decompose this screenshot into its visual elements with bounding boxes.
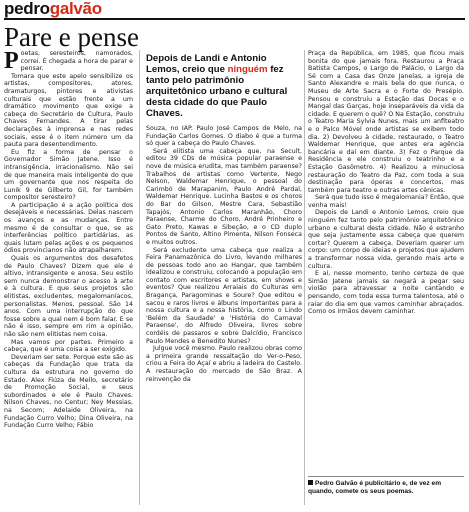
pull-quote <box>146 53 302 119</box>
bio-rule <box>308 476 464 477</box>
paragraph: Eu fiz a forma de pensar o Governador Simão Jatene. Isso é intransigência, irracionalismo. Não sei de que maneira mais inteligente do que um governante que nos respeita do Lunik 9 de Gilberto Gil, for também compositor seresteiro? <box>4 148 133 202</box>
paragraph: Será que tudo isso é megalomania? Então, que venha mais! <box>308 194 464 209</box>
author-first-name: pedro <box>4 0 50 18</box>
paragraph: Quais os argumentos dos desafetos de Paulo Chaves? Dizem que ele é altivo, intransigente e anosa. Seu estilo sem nunca demonstrar o acesso à arte e à cultura. E que seus projetos são elitistas, excludentes, megalomaníacos, personalistas. Menos, pessoal. São 14 anos. Com uma interrupção do que fosse sobre a qual nem é bom falar. E se não é isso, sempre em rim a opinião, não são nem elitistas nem coisa. <box>4 255 133 338</box>
pull-quote-highlight: ninguém <box>227 64 268 75</box>
pull-quote-text: Depois de Landi e Antonio Lemos, creio que <box>146 53 267 75</box>
column-1-paragraphs <box>4 50 133 430</box>
paragraph: Depois de Landi e Antonio Lemos, creio que ninguém fez tanto pelo patrimônio arquitetônico urbano e cultural desta cidade. Não é estranho que seja justamente essa cabeça que querem cortar? Querem a cabeça. Deveriam querer um corpo: um corpo de ideias e projetos que ajudem a transformar nossa vida, gerando mais arte e cultura. <box>308 209 464 270</box>
pull-quote-text: fez tanto pelo patrimônio arquitetônico urbano e cultural desta cidade do que Paulo Chaves. <box>146 64 288 119</box>
paragraph: oetas, seresteiros, namorados, correi. É chegada a hora de parar e pensar. <box>20 50 133 73</box>
paragraph: Tomara que este apelo sensibilize os artistas, compositores, atores, dramaturgos, pintores e ativistas culturais que estão frente a um dramático movimento que exige a cabeça do Secretário de Cultura, Paulo Chaves Fernandes. A tirar pelas declarações à imprensa e nas redes sociais, esse é o item número um da pauta para desentendimento. <box>4 72 133 149</box>
paragraph: Souza, no IAP. Paulo José Campos de Melo, na Fundação Carlos Gomes. O diabo é que a turma só quer a cabeça do Paulo Chaves. <box>146 125 302 148</box>
paragraph: Deveriam ser sete. Porque este são as cabeças da Fundação que trata da cultura da estrutura no governo do Estado. Alex Fiúza de Mello, secretário de Promoção Social, e seus subordinados e ele é Paulo Chaves. Nilson Chaves, no Centur; Ney Messias, na Secom; Adelaide Oliveira, na Fundação Curro Velho; Dina Oliveira, na Fundação Curro Velho; Fábio <box>4 353 133 430</box>
drop-cap: P <box>4 48 19 74</box>
article-column-3 <box>308 50 464 316</box>
author-last-name: galvão <box>49 0 102 18</box>
paragraph: Julgue você mesmo. Paulo realizou obras como a primeira grande ressaltação do Ver-o-Peso, criou a Feira do Açaí e abriu a ladeira do Castelo. A restauração do mercado de São Braz. A reinvenção da <box>146 345 302 383</box>
paragraph: Será excludente uma cabeça que realiza a Feira Panamazônica do Livro, levando milhares de pessoas todo ano ao Hangar, que também idealizou e construiu, colocando a população em contato com escritores e artistas, em shows e eventos? Que realizou Arraiais do Culturas em Bragança, Paragominas e Soure? Que editou e sacou e raros livros e álbuns importantes para a nossa cultura e a nossa história, como o Lindo 'Belém da Saudade' e 'História do Carnaval Paraense', do Alfredo Oliveira, livros sobre cordéis de passaros e sobre Dalcídio, Francisco Paulo Mendes e Benedito Nunes? <box>146 246 302 345</box>
author-bio <box>308 480 464 496</box>
paragraph: Praça da República, em 1985, que ficou mais bonita do que jamais fora. Restaurou a Praça Batista Campos, o Largo de Palácio, o Largo da Sé com a Casa das Onze Janelas, a igreja de Santo Alexandre e mais bela do que nunca, o Museu de Arte Sacra e o Forte do Presépio. Pensou e construiu a Estação das Docas e o Mangal das Garças, hoje inseparáveis da vida da cidade. E querem o quê? O Na Estação, construiu o Teatro Maria Sylvia Nunes, mais um anfiteatro e o Palco Móvel onde artistas se exibem todo dia. 2) Devolveu à cidade, restaurado, o Teatro Waldemar Henrique, que antes era agência bancária e daí em diante. 3) Fez o Parque da Residência e ele construiu o teatrinho e a Estação Gasômetro. 4) Realizou a minuciosa restauração do Teatro da Paz, com toda a sua destinação para óperas e concertos, mas também para teatro e outras artes cênicas. <box>308 50 464 194</box>
author-bio-text: Pedro Galvão é publicitário e, de vez em quando, comete os seus poemas. <box>308 480 442 495</box>
column-divider <box>304 50 305 505</box>
header-rule <box>4 18 465 20</box>
paragraph: E aí, nesse momento, tenho certeza de que Simão Jatene jamais se negará a pegar seu violão para atravessar a noite cantando e pensando, com toda essa turma talentosa, até o raiar do dia em que vamos caminhar abraçados. Como os irmãos devem caminhar. <box>308 270 464 316</box>
paragraph: Será elitista uma cabeça que, na Secult, editou 39 CDs de música popular paraense e nove de música erudita, mas também paraense? Trabalhos de artistas como Vertente, Nego Nelson, Waldemar Henrique, o pessoal do Carimbó de Marapanim, Paulo André Pardal, Waldemar Henrique. Lucinha Bastos e os choros do Bar do Gilson, Mestre Cara, Sebastião Tapajós, Antonio Carlos Maranhão, Choro Paraense, Charme do Choro, André Prinheiro e Gato Preto, Kawas e Sibeção, e o CD duplo Pontos de Santo, Altino Pimenta, Nilson Fonseca e muitos outros. <box>146 147 302 246</box>
column-header <box>4 0 465 17</box>
article-column-2 <box>146 125 302 383</box>
article-column-1 <box>4 50 133 430</box>
paragraph: A participação é a ação política dos desejáveis e necessárias. Delas nascem os avanços e as mudanças. Entre mesmo é de consultar o que, se as interferências político partidárias, as quais lutam pelas ações e os pequenos ódios provincianos não atrapalharem. <box>4 201 133 255</box>
bullet-square-icon <box>308 480 313 485</box>
paragraph: Mas vamos por partes. Primeiro a cabeça, que é uma coisa a ser exigido. <box>4 338 133 354</box>
column-divider <box>139 50 140 505</box>
article-title: Pare e pense <box>4 22 139 52</box>
